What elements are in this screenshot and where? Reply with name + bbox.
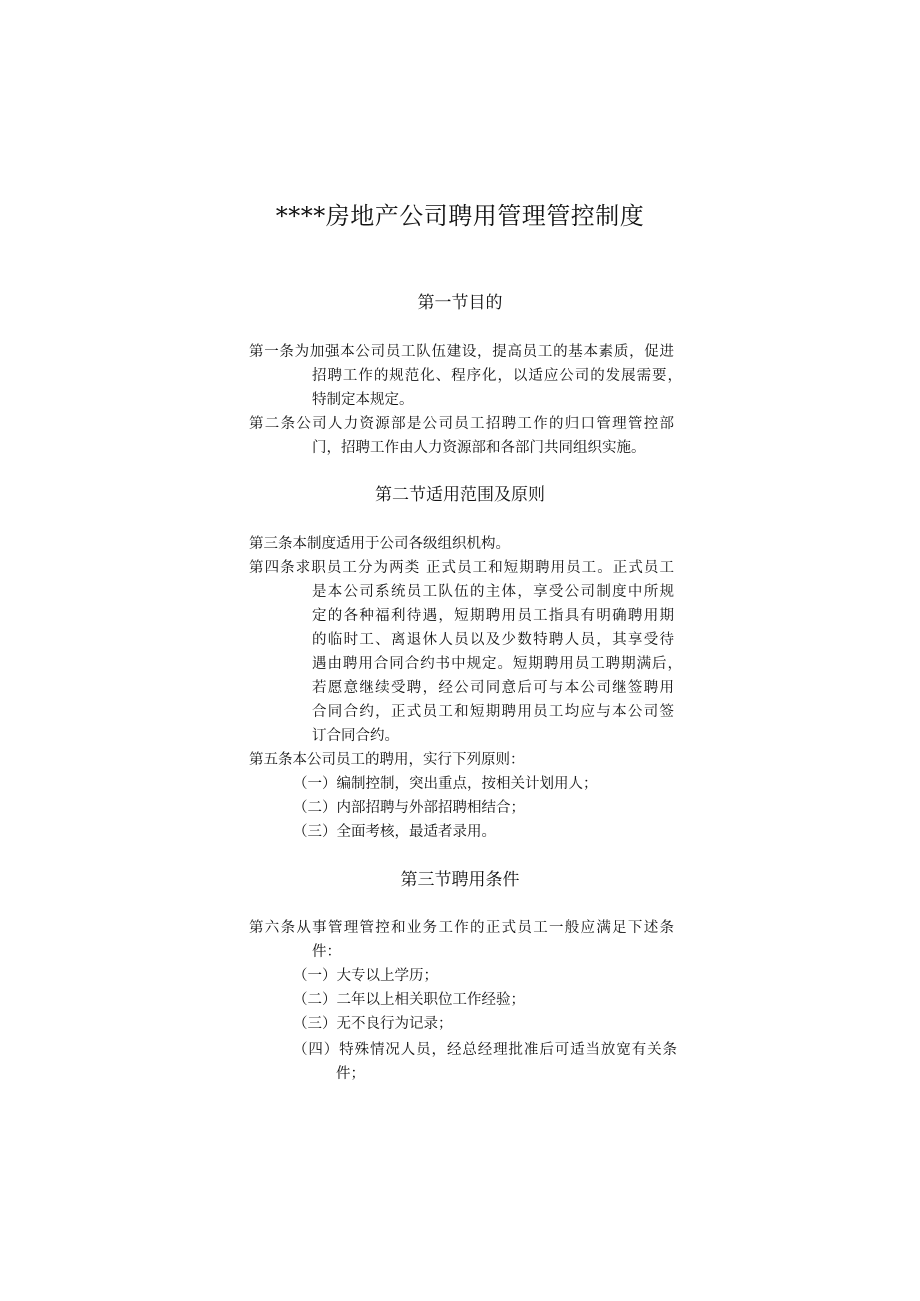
article-6-item-2: （二）二年以上相关职位工作经验；: [293, 992, 525, 1008]
article-5-item-1: （一）编制控制，突出重点，按相关计划用人；: [293, 776, 598, 792]
article-6-item-4-line-2: 件；: [336, 1066, 365, 1082]
article-3-line-1: 第三条本制度适用于公司各级组织机构。: [249, 536, 510, 552]
article-4-line-2: 是本公司系统员工队伍的主体，享受公司制度中所规: [312, 584, 674, 600]
section-heading-scope: 第二节适用范围及原则: [375, 485, 545, 505]
article-4-line-3: 定的各种福利待遇，短期聘用员工指具有明确聘用期: [312, 608, 674, 624]
article-1-line-1: 第一条为加强本公司员工队伍建设，提高员工的基本素质，促进: [249, 344, 674, 360]
article-4-line-7: 合同合约，正式员工和短期聘用员工均应与本公司签: [312, 704, 674, 720]
article-5-item-3: （三）全面考核，最适者录用。: [293, 824, 496, 840]
article-6-item-4-line-1: （四）特殊情况人员，经总经理批准后可适当放宽有关条: [293, 1042, 677, 1058]
article-6-line-2: 件：: [312, 944, 341, 960]
article-4-line-5: 遇由聘用合同合约书中规定。短期聘用员工聘期满后，: [312, 656, 682, 672]
section-heading-purpose: 第一节目的: [417, 293, 503, 313]
section-heading-conditions: 第三节聘用条件: [400, 870, 520, 890]
document-title: ****房地产公司聘用管理管控制度: [275, 202, 645, 230]
article-4-line-8: 订合同合约。: [312, 728, 399, 744]
article-6-item-3: （三）无不良行为记录；: [293, 1016, 453, 1032]
article-5-item-2: （二）内部招聘与外部招聘相结合；: [293, 800, 525, 816]
article-4-line-1: 第四条求职员工分为两类 正式员工和短期聘用员工。正式员工: [249, 560, 674, 576]
article-4-line-4: 的临时工、离退休人员以及少数特聘人员，其享受待: [312, 632, 674, 648]
article-5-line-1: 第五条本公司员工的聘用，实行下列原则：: [249, 752, 525, 768]
article-2-line-2: 门，招聘工作由人力资源部和各部门共同组织实施。: [312, 440, 646, 456]
article-1-line-3: 特制定本规定。: [312, 392, 414, 408]
article-2-line-1: 第二条公司人力资源部是公司员工招聘工作的归口管理管控部: [249, 416, 674, 432]
article-4-line-6: 若愿意继续受聘，经公司同意后可与本公司继签聘用: [312, 680, 674, 696]
article-6-item-1: （一）大专以上学历；: [293, 968, 438, 984]
article-6-line-1: 第六条从事管理管控和业务工作的正式员工一般应满足下述条: [249, 920, 674, 936]
article-1-line-2: 招聘工作的规范化、程序化，以适应公司的发展需要，: [312, 368, 682, 384]
